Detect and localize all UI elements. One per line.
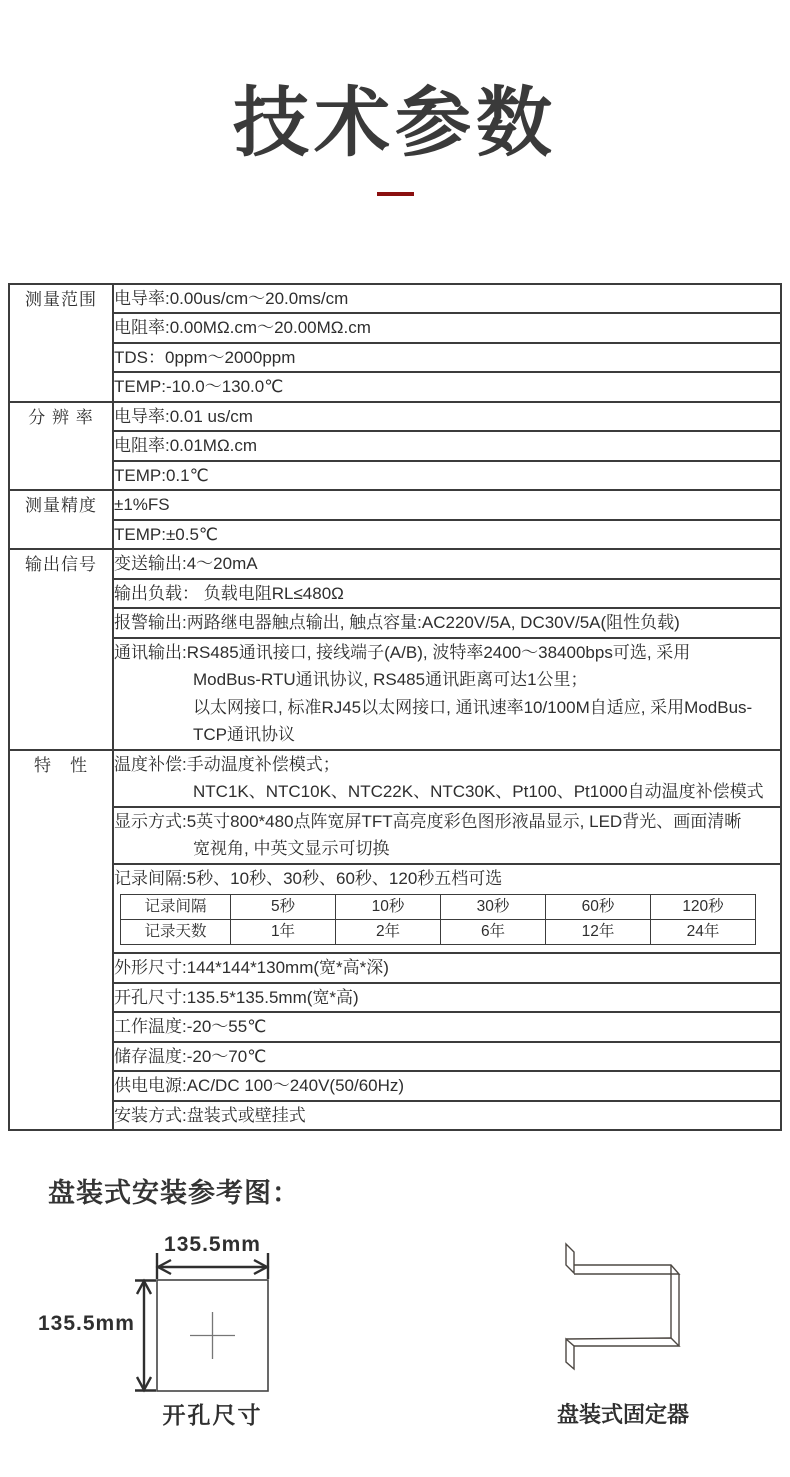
table-row — [9, 1012, 781, 1042]
spec-text: 储存温度:-20～70℃ — [114, 1046, 267, 1066]
spec-text: 宽视角, 中英文显示可切换 — [193, 839, 390, 859]
table-row — [9, 549, 781, 579]
table-row — [9, 638, 781, 750]
table-row — [9, 1042, 781, 1072]
record-cell: 60秒 — [546, 895, 651, 920]
record-cell: 6年 — [441, 920, 546, 945]
spec-cell — [113, 372, 781, 402]
record-cell: 记录天数 — [121, 920, 231, 945]
record-cell: 2年 — [336, 920, 441, 945]
table-row — [9, 1071, 781, 1101]
table-row — [9, 579, 781, 609]
page-title: 技术参数 — [233, 81, 557, 166]
spec-cell — [113, 431, 781, 461]
spec-text: ±1%FS — [114, 495, 170, 515]
spec-text: TEMP:0.1℃ — [114, 465, 209, 485]
spec-sheet-page — [0, 81, 790, 1436]
table-row — [9, 520, 781, 550]
section-label-output-signal: 输出信号 — [9, 549, 113, 750]
crosshair-icon — [190, 1312, 235, 1359]
spec-text: 外形尺寸:144*144*130mm(宽*高*深) — [114, 958, 389, 978]
spec-cell — [113, 750, 781, 807]
spec-cell — [113, 461, 781, 491]
table-row — [9, 284, 781, 314]
spec-cell — [113, 520, 781, 550]
table-row — [9, 431, 781, 461]
spec-text: 电阻率:0.00MΩ.cm～20.00MΩ.cm — [114, 318, 371, 338]
spec-text: 变送输出:4～20mA — [114, 554, 258, 574]
fixer-caption: 盘装式固定器 — [556, 1402, 689, 1428]
spec-cell — [113, 1101, 781, 1131]
spec-text: ModBus-RTU通讯协议, RS485通讯距离可达1公里； — [193, 670, 588, 690]
table-row — [9, 608, 781, 638]
spec-text: TEMP:±0.5℃ — [114, 524, 219, 544]
spec-text: 安装方式:盘装式或壁挂式 — [114, 1105, 306, 1125]
table-row — [9, 490, 781, 520]
spec-cell — [113, 807, 781, 864]
spec-cell — [113, 953, 781, 983]
spec-text: 显示方式:5英寸800*480点阵宽屏TFT高亮度彩色图形液晶显示, LED背光、画面清晰 — [114, 811, 742, 831]
spec-text: TEMP:-10.0～130.0℃ — [114, 377, 284, 397]
spec-cell — [113, 1042, 781, 1072]
mounting-diagram — [0, 1213, 790, 1436]
spec-cell — [113, 284, 781, 314]
spec-text: 开孔尺寸:135.5*135.5mm(宽*高) — [114, 987, 359, 1007]
dimension-height-label: 135.5mm — [38, 1312, 135, 1336]
spec-text: 电导率:0.00us/cm～20.0ms/cm — [114, 288, 349, 308]
spec-text: TCP通讯协议 — [193, 725, 295, 745]
spec-text: NTC1K、NTC10K、NTC22K、NTC30K、Pt100、Pt1000自动温度补偿模式 — [193, 782, 764, 802]
spec-cell — [113, 343, 781, 373]
spec-text: TDS：0ppm～2000ppm — [114, 347, 296, 367]
record-cell: 10秒 — [336, 895, 441, 920]
record-cell: 30秒 — [441, 895, 546, 920]
record-cell: 120秒 — [651, 895, 756, 920]
spec-cell — [113, 1012, 781, 1042]
dimension-width-label: 135.5mm — [164, 1233, 261, 1257]
section-label-features: 特 性 — [9, 750, 113, 1131]
record-table — [120, 894, 756, 945]
section-label-accuracy: 测量精度 — [9, 490, 113, 549]
spec-text: 报警输出:两路继电器触点输出, 触点容量:AC220V/5A, DC30V/5A(阻性负载) — [114, 613, 680, 633]
table-row — [9, 372, 781, 402]
spec-cell — [113, 549, 781, 579]
spec-cell — [113, 490, 781, 520]
dim-arrow-vertical — [135, 1281, 156, 1391]
spec-table — [8, 283, 782, 1132]
spec-text: 记录间隔:5秒、10秒、30秒、60秒、120秒五档可选 — [114, 868, 503, 888]
table-row — [9, 983, 781, 1013]
table-row — [9, 807, 781, 864]
panel-mount-heading: 盘装式安装参考图： — [48, 1178, 300, 1209]
spec-cell — [113, 579, 781, 609]
table-row — [9, 953, 781, 983]
table-row — [9, 864, 781, 954]
spec-text: 通讯输出:RS485通讯接口, 接线端子(A/B), 波特率2400～38400bps可选, 采用 — [114, 642, 691, 662]
spec-text: 输出负载： 负载电阻RL≤480Ω — [114, 583, 344, 603]
spec-text: 以太网接口, 标准RJ45以太网接口, 通讯速率10/100M自适应, 采用ModBus- — [193, 697, 753, 717]
fixer-bracket — [566, 1244, 679, 1369]
record-cell: 24年 — [651, 920, 756, 945]
record-cell: 记录间隔 — [121, 895, 231, 920]
spec-text: 工作温度:-20～55℃ — [114, 1017, 267, 1037]
spec-cell — [113, 402, 781, 432]
table-row — [9, 343, 781, 373]
table-row — [9, 402, 781, 432]
table-row — [9, 461, 781, 491]
title-underline — [377, 192, 414, 196]
table-row — [9, 313, 781, 343]
spec-cell — [113, 638, 781, 750]
record-cell: 1年 — [231, 920, 336, 945]
spec-text: 电导率:0.01 us/cm — [114, 406, 253, 426]
spec-cell — [113, 983, 781, 1013]
spec-text: 电阻率:0.01MΩ.cm — [114, 436, 258, 456]
table-row — [9, 750, 781, 807]
hole-size-caption: 开孔尺寸 — [162, 1402, 263, 1429]
spec-text: 供电电源:AC/DC 100～240V(50/60Hz) — [114, 1076, 405, 1096]
section-label-measure-range: 测量范围 — [9, 284, 113, 402]
record-cell: 5秒 — [231, 895, 336, 920]
record-days-row — [121, 920, 756, 945]
section-label-resolution: 分 辨 率 — [9, 402, 113, 491]
spec-cell — [113, 608, 781, 638]
record-cell: 12年 — [546, 920, 651, 945]
record-interval-row — [121, 895, 756, 920]
table-row — [9, 1101, 781, 1131]
spec-cell — [113, 1071, 781, 1101]
spec-cell — [113, 864, 781, 954]
spec-cell — [113, 313, 781, 343]
spec-text: 温度补偿:手动温度补偿模式； — [114, 754, 340, 774]
